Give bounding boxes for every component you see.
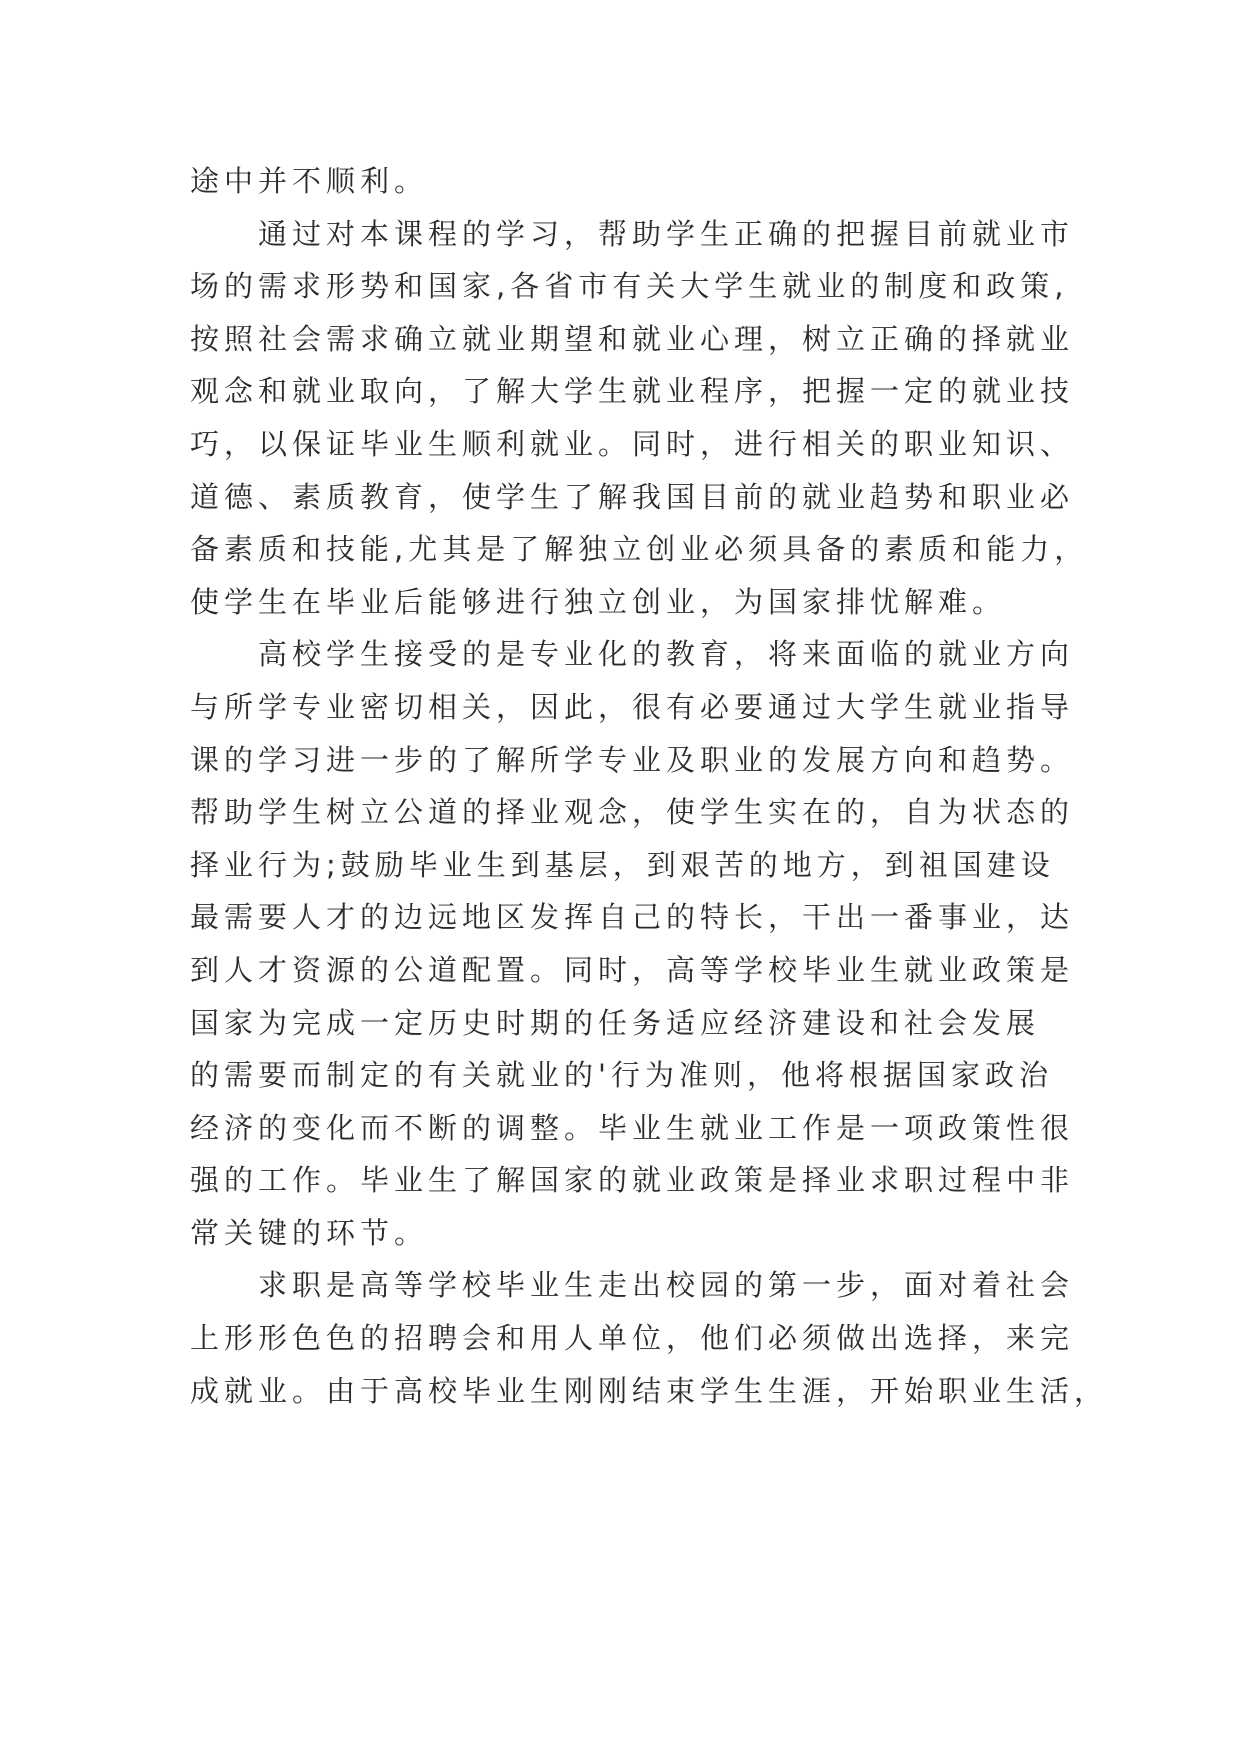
text-line-18: 的需要而制定的有关就业的'行为准则，他将根据国家政治 [190,1058,1053,1093]
text-line-4: 按照社会需求确立就业期望和就业心理，树立正确的择就业 [190,321,1075,356]
text-line-11: 与所学专业密切相关，因此，很有必要通过大学生就业指导 [190,689,1075,724]
text-line-19: 经济的变化而不断的调整。毕业生就业工作是一项政策性很 [190,1110,1075,1145]
text-line-17: 国家为完成一定历史时期的任务适应经济建设和社会发展 [190,1005,1041,1040]
paragraph-start-line: 通过对本课程的学习，帮助学生正确的把握目前就业市 [258,216,1075,251]
text-line-9: 使学生在毕业后能够进行独立创业，为国家排忧解难。 [190,584,1007,619]
text-line-5: 观念和就业取向，了解大学生就业程序，把握一定的就业技 [190,374,1075,409]
text-line-1: 途中并不顺利。 [190,164,429,198]
text-line-3: 场的需求形势和国家,各省市有关大学生就业的制度和政策, [190,269,1069,304]
paragraph-start-line: 高校学生接受的是专业化的教育，将来面临的就业方向 [258,637,1075,672]
text-line-6: 巧，以保证毕业生顺利就业。同时，进行相关的职业知识、 [190,426,1075,461]
text-line-12: 课的学习进一步的了解所学专业及职业的发展方向和趋势。 [190,742,1075,777]
text-line-8: 备素质和技能,尤其是了解独立创业必须具备的素质和能力， [190,532,1089,567]
text-line-16: 到人才资源的公道配置。同时，高等学校毕业生就业政策是 [190,952,1075,987]
text-line-7: 道德、素质教育，使学生了解我国目前的就业趋势和职业必 [190,479,1075,514]
text-line-13: 帮助学生树立公道的择业观念，使学生实在的，自为状态的 [190,795,1075,830]
text-line-15: 最需要人才的边远地区发挥自己的特长，干出一番事业，达 [190,900,1075,935]
paragraph-start-line: 求职是高等学校毕业生走出校园的第一步，面对着社会 [258,1268,1075,1303]
body-text [190,155,1109,1417]
text-line-24: 成就业。由于高校毕业生刚刚结束学生生涯，开始职业生活， [190,1373,1109,1408]
text-line-20: 强的工作。毕业生了解国家的就业政策是择业求职过程中非 [190,1163,1075,1198]
text-line-14: 择业行为;鼓励毕业生到基层，到艰苦的地方，到祖国建设 [190,847,1055,882]
text-line-21: 常关键的环节。 [190,1215,429,1250]
text-line-23: 上形形色色的招聘会和用人单位，他们必须做出选择，来完 [190,1321,1075,1356]
